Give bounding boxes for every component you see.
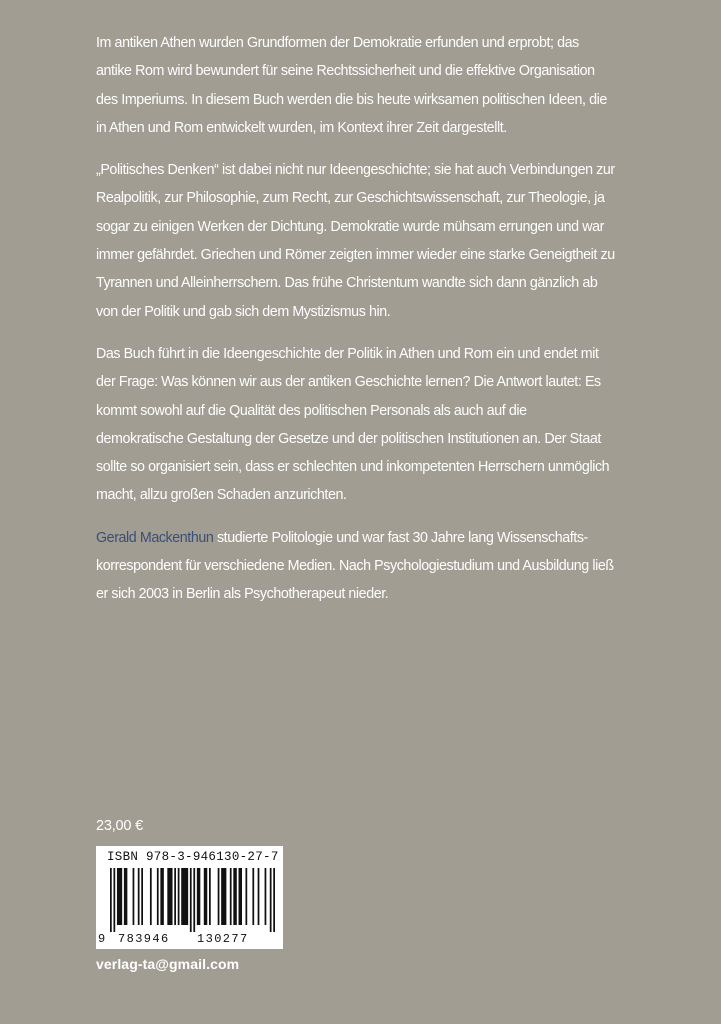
price: 23,00 €: [96, 818, 143, 834]
isbn-label: ISBN 978-3-946130-27-7: [107, 850, 279, 864]
barcode-bar: [150, 868, 152, 925]
barcode-bar: [204, 868, 207, 925]
barcode-bar: [160, 868, 163, 925]
barcode-bar: [239, 868, 242, 925]
ean-right-digits: 130277: [197, 932, 249, 946]
barcode-bar: [197, 868, 200, 925]
barcode-bar: [258, 868, 260, 925]
barcode-bar: [218, 868, 220, 925]
barcode-bar: [245, 868, 247, 925]
barcode-bar: [221, 868, 226, 925]
paragraph-1: Im antiken Athen wurden Grundformen der Demokratie erfunden und erprobt; das antike Rom wird bewundert für seine Rechtssicherheit und die effektive Organisation des Imperiums. In diesem Buch werden die bis heute wirksamen politischen Ideen, die in Athen und Rom entwickelt wurden, im Kontext ihrer Zeit dargestellt.: [96, 34, 607, 136]
ean-left-digits: 783946: [118, 932, 170, 946]
barcode-bars: [110, 868, 275, 932]
barcode-guard-bar: [190, 868, 192, 932]
barcode-bar: [138, 868, 140, 925]
ean-first-digit: 9: [98, 932, 106, 946]
paragraph-2: „Politisches Denken“ ist dabei nicht nur Ideengeschichte; sie hat auch Verbindungen zur Realpolitik, zur Philosophie, zum Recht, zur Geschichtswissenschaft, zur Theologie, ja sogar zu einigen Werken der Dichtung. Demokratie wurde mühsam errungen und war immer gefährdet. Griechen und Römer zeigten immer wieder eine starke Geneigtheit zu Tyrannen und Alleinherrschern. Das frühe Christentum wandte sich dann gänzlich ab von der Politik und gab sich dem Mystizismus hin.: [96, 161, 615, 320]
publisher-email: verlag-ta@gmail.com: [96, 956, 240, 972]
barcode-bar: [178, 868, 180, 925]
barcode-bar: [265, 868, 267, 925]
barcode-guard-bar: [270, 868, 272, 932]
barcode-guard-bar: [113, 868, 115, 932]
barcode-bar: [141, 868, 143, 925]
paragraph-3: Das Buch führt in die Ideengeschichte der Politik in Athen und Rom ein und endet mit der Frage: Was können wir aus der antiken Geschichte lernen? Die Antwort lautet: Es kommt sowohl auf die Qualität des politischen Personals als auch auf die demokratische Gestaltung der Gesetze und der politischen Institutionen an. Der Staat sollte so organisiert sein, dass er schlechten und inkompetenten Herrschern unmöglich macht, allzu großen Schaden anzurichten.: [96, 344, 610, 504]
author-bio-text: studierte Politologie und war fast 30 Jahre lang Wissenschafts-korrespondent für verschiedene Medien. Nach Psychologiestudium und Ausbildung ließ er sich 2003 in Berlin als Psychotherapeut nieder.: [96, 528, 614, 603]
barcode-bar: [157, 868, 159, 925]
barcode-bar: [252, 868, 254, 925]
barcode-bar: [233, 868, 236, 925]
barcode-bar: [174, 868, 176, 925]
back-cover-text: [96, 29, 616, 623]
barcode-bar: [230, 868, 232, 925]
author-name: Gerald Mackenthun: [96, 528, 214, 546]
isbn-barcode: [96, 846, 283, 949]
barcode-guard-bar: [110, 868, 112, 932]
barcode-graphic: [110, 868, 275, 932]
barcode-guard-bar: [273, 868, 275, 932]
barcode-bar: [117, 868, 122, 925]
barcode-bar: [167, 868, 172, 925]
barcode-guard-bar: [193, 868, 195, 932]
barcode-bar: [133, 868, 135, 925]
barcode-bar: [124, 868, 127, 925]
author-bio: [96, 524, 616, 609]
barcode-bar: [181, 868, 188, 925]
barcode-bar: [209, 868, 211, 925]
